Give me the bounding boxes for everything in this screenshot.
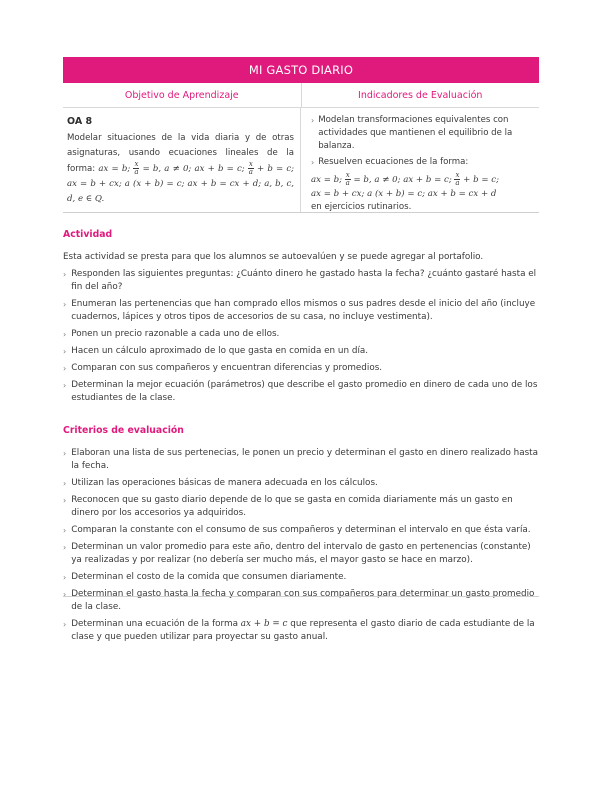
actividad-title: Actividad bbox=[63, 229, 113, 240]
ind-fraction-1 bbox=[345, 172, 351, 187]
fraction-numerator: x bbox=[134, 160, 139, 168]
bullet-arrow-icon: › bbox=[63, 526, 67, 535]
list-item-text: Reconocen que su gasto diario depende de lo que se gasta en comida diariamente más un gasto en dinero por los accesorios ya adquiridos. bbox=[71, 495, 513, 518]
list-item-text: Elaboran una lista de sus pertenecias, le ponen un precio y determinan el gasto en dinero realizado hasta la fecha. bbox=[71, 448, 539, 471]
list-item-text: Determinan un valor promedio para este año, dentro del intervalo de gasto en pertenencias (constante) ya realizadas y por realizar (no debería ser mucho más, el mayor gasto se hace en marzo). bbox=[71, 542, 531, 565]
oa-fraction-1 bbox=[133, 161, 139, 176]
indicator-item bbox=[311, 114, 535, 153]
bullet-arrow-icon: › bbox=[63, 330, 67, 339]
ind-math-b: = b, a ≠ 0; ax + b = c; bbox=[353, 175, 452, 185]
list-item-text bbox=[71, 618, 539, 644]
bullet-arrow-icon: › bbox=[63, 590, 67, 599]
indicator-text: Modelan transformaciones equivalentes con actividades que mantienen el equilibrio de la balanza. bbox=[318, 115, 513, 151]
objetivo-cell bbox=[63, 108, 301, 212]
bullet-arrow-icon: › bbox=[63, 543, 67, 552]
indicator-equations bbox=[311, 172, 535, 215]
column-header-objetivo: Objetivo de Aprendizaje bbox=[63, 83, 302, 107]
list-item-text: Determinan la mejor ecuación (parámetros) que describe el gasto promedio en dinero de cada uno de los estudiantes de la clase. bbox=[71, 380, 538, 403]
fraction-denominator: a bbox=[248, 168, 253, 176]
table-body-row bbox=[63, 108, 539, 213]
ind-math-c: + b = c; bbox=[463, 175, 499, 185]
oa-fraction-2 bbox=[248, 161, 254, 176]
indicator-text: Resuelven ecuaciones de la forma: bbox=[318, 157, 469, 167]
list-item-text: Comparan la constante con el consumo de sus compañeros y determinan el intervalo en que ésta varía. bbox=[71, 525, 531, 535]
list-item bbox=[63, 362, 539, 375]
fraction-numerator: x bbox=[248, 160, 253, 168]
table-title: MI GASTO DIARIO bbox=[63, 57, 539, 83]
criterios-list bbox=[63, 447, 539, 644]
fraction-denominator: a bbox=[134, 168, 139, 176]
list-item bbox=[63, 298, 539, 324]
last-criterion-pre: Determinan una ecuación de la forma bbox=[71, 619, 238, 629]
bottom-divider bbox=[63, 596, 539, 597]
actividad-intro: Esta actividad se presta para que los alumnos se autoevalúen y se puede agregar al portafolio. bbox=[63, 252, 484, 262]
bullet-arrow-icon: › bbox=[63, 347, 67, 356]
oa-math-a: ax = b; bbox=[98, 164, 131, 174]
list-item bbox=[63, 477, 539, 490]
list-item bbox=[63, 524, 539, 537]
bullet-arrow-icon: › bbox=[63, 364, 67, 373]
fraction-denominator: a bbox=[455, 179, 460, 187]
oa-math-c: + b = c; bbox=[256, 164, 295, 174]
list-item bbox=[63, 379, 539, 405]
bullet-arrow-icon: › bbox=[63, 620, 67, 629]
list-item-text: Ponen un precio razonable a cada uno de ellos. bbox=[71, 329, 280, 339]
oa-description bbox=[67, 131, 294, 207]
column-header-indicadores: Indicadores de Evaluación bbox=[358, 89, 483, 101]
actividad-list bbox=[63, 268, 539, 405]
bullet-arrow-icon: › bbox=[311, 116, 315, 125]
list-item bbox=[63, 345, 539, 358]
indicator-item bbox=[311, 156, 535, 169]
mi-gasto-diario-sheet bbox=[63, 57, 539, 648]
list-item bbox=[63, 571, 539, 584]
ind-math-a: ax = b; bbox=[311, 175, 343, 185]
oa-text: Modelar situaciones de la vida diaria y de otras asignaturas, usando ecuaciones lineales de la forma: bbox=[67, 133, 294, 174]
list-item-text: Comparan con sus compañeros y encuentran diferencias y promedios. bbox=[71, 363, 383, 373]
criterios-title: Criterios de evaluación bbox=[63, 425, 184, 436]
bullet-arrow-icon: › bbox=[63, 270, 67, 279]
fraction-numerator: x bbox=[345, 171, 350, 179]
bullet-arrow-icon: › bbox=[63, 381, 67, 390]
oa-math-b: = b, a ≠ 0; ax + b = c; bbox=[142, 164, 245, 174]
bullet-arrow-icon: › bbox=[63, 449, 67, 458]
list-item bbox=[63, 268, 539, 294]
last-criterion-math: ax + b = c bbox=[240, 619, 288, 629]
bullet-arrow-icon: › bbox=[63, 300, 67, 309]
list-item bbox=[63, 588, 539, 614]
list-item bbox=[63, 618, 539, 644]
ind-fraction-2 bbox=[454, 172, 460, 187]
ind-math-line2: ax = b + cx; a (x + b) = c; ax + b = cx + d bbox=[311, 188, 497, 199]
table-header-row bbox=[63, 83, 539, 108]
last-criterion-post: que representa el gasto diario de cada estudiante de la clase y que pueden utilizar para proyectar su gasto anual. bbox=[71, 619, 535, 642]
fraction-denominator: a bbox=[345, 179, 350, 187]
indicator-tail: en ejercicios rutinarios. bbox=[311, 202, 412, 212]
bullet-arrow-icon: › bbox=[63, 479, 67, 488]
list-item-text: Enumeran las pertenencias que han comprado ellos mismos o sus padres desde el inicio del año (incluye cuadernos, lápices y otros tipos de accesorios de su casa, no incluye vestimenta). bbox=[71, 299, 536, 322]
fraction-numerator: x bbox=[455, 171, 460, 179]
list-item-text: Determinan el costo de la comida que consumen diariamente. bbox=[71, 572, 347, 582]
list-item bbox=[63, 328, 539, 341]
list-item-text: Utilizan las operaciones básicas de manera adecuada en los cálculos. bbox=[71, 478, 378, 488]
list-item-text: Hacen un cálculo aproximado de lo que gasta en comida en un día. bbox=[71, 346, 369, 356]
list-item bbox=[63, 541, 539, 567]
bullet-arrow-icon: › bbox=[63, 496, 67, 505]
oa-code: OA 8 bbox=[67, 116, 93, 127]
oa-math-line2: ax = b + cx; a (x + b) = c; ax + b = cx + d; a, b, c, d, e ∈ Q. bbox=[67, 179, 294, 204]
list-item-text: Determinan el gasto hasta la fecha y comparan con sus compañeros para determinar un gasto promedio de la clase. bbox=[71, 589, 535, 612]
list-item bbox=[63, 447, 539, 473]
bullet-arrow-icon: › bbox=[63, 573, 67, 582]
list-item-text: Responden las siguientes preguntas: ¿Cuánto dinero he gastado hasta la fecha? ¿cuánto gastaré hasta el fin del año? bbox=[71, 269, 537, 292]
list-item bbox=[63, 494, 539, 520]
indicadores-cell bbox=[301, 108, 539, 212]
bullet-arrow-icon: › bbox=[311, 158, 315, 167]
